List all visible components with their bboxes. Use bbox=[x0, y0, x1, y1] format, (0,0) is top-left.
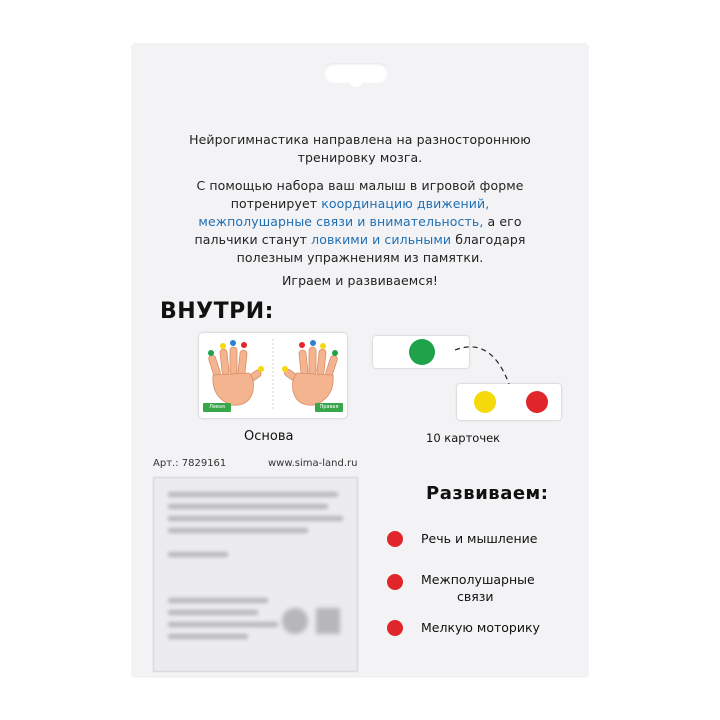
cards-label: 10 карточек bbox=[426, 431, 501, 445]
bullet-dot-icon bbox=[387, 574, 403, 590]
green-dot bbox=[409, 339, 435, 365]
description-accent-1: координацию движений, межполушарные связи и внимательность, bbox=[198, 196, 490, 229]
description-accent-2: ловкими и сильными bbox=[311, 232, 452, 247]
package-card bbox=[133, 45, 587, 676]
yellow-dot bbox=[474, 391, 496, 413]
website: www.sima-land.ru bbox=[268, 458, 358, 469]
intro-text bbox=[163, 131, 557, 167]
article-number: Арт.: 7829161 bbox=[153, 458, 227, 469]
description-part-2: потренирует bbox=[230, 196, 318, 211]
develop-title: Развиваем: bbox=[426, 483, 549, 504]
develop-item-label: Межполушарные связи bbox=[421, 572, 535, 604]
slogan: Играем и развиваемся! bbox=[281, 273, 439, 288]
bullet-dot-icon bbox=[387, 531, 403, 547]
develop-item-label: Речь и мышление bbox=[421, 531, 538, 546]
develop-item bbox=[383, 619, 583, 639]
description-part-4: благодаря полезным упражнениям из памятки. bbox=[236, 232, 526, 265]
description-text bbox=[173, 177, 547, 267]
blurred-mark-icon bbox=[316, 608, 340, 634]
description-part-1: С помощью набора ваш малыш в игровой форме bbox=[196, 178, 524, 193]
base-card-image bbox=[199, 333, 347, 418]
yellow-red-card bbox=[457, 384, 561, 420]
description-part-3: а его пальчики станут bbox=[194, 214, 522, 247]
intro-line-1: Нейрогимнастика направлена на разностороннюю bbox=[189, 132, 531, 147]
base-label: Основа bbox=[244, 429, 294, 444]
develop-item bbox=[383, 568, 583, 608]
bullet-dot-icon bbox=[387, 620, 403, 636]
right-hand-tag: Правая bbox=[315, 403, 343, 412]
intro-line-2: тренировку мозга. bbox=[297, 150, 423, 165]
develop-item-label: Мелкую моторику bbox=[421, 620, 540, 635]
blurred-symbol-icon bbox=[282, 608, 308, 634]
blurred-info-box bbox=[153, 477, 358, 672]
red-dot bbox=[526, 391, 548, 413]
develop-item bbox=[383, 529, 583, 549]
hang-tab bbox=[349, 78, 363, 87]
left-hand-tag: Левая bbox=[203, 403, 231, 412]
inside-title: ВНУТРИ: bbox=[160, 299, 274, 324]
